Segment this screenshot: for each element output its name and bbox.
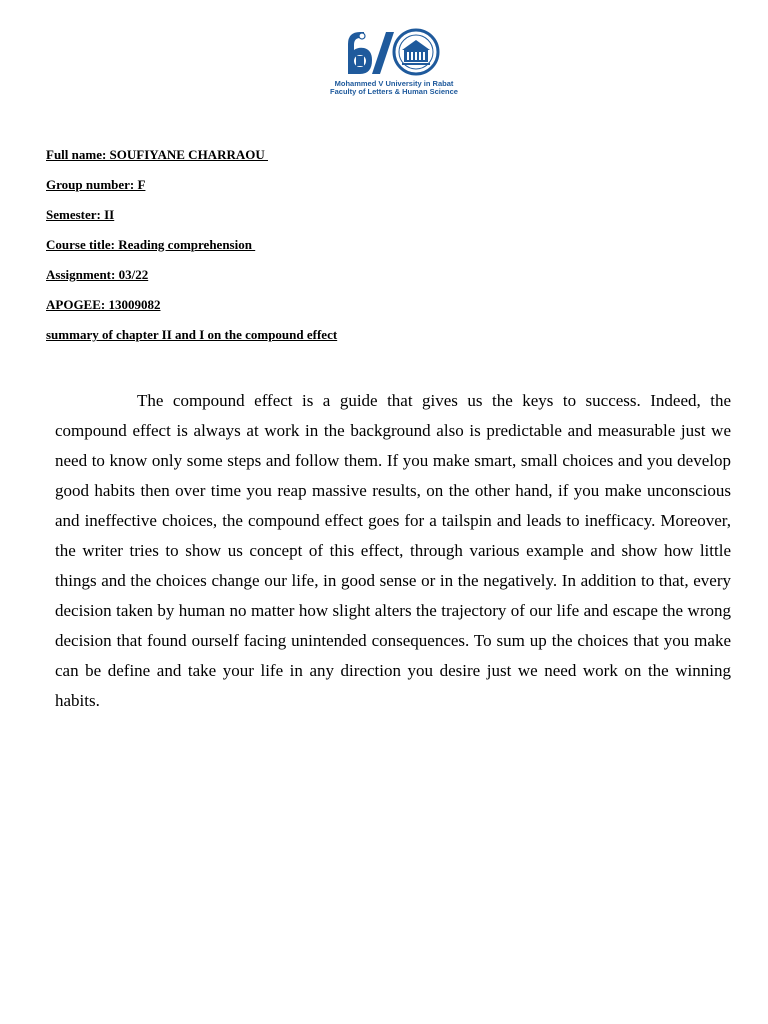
course-title: Course title: Reading comprehension — [46, 237, 256, 252]
logo-faculty-name: Faculty of Letters & Human Science — [330, 87, 458, 96]
student-info — [46, 147, 566, 357]
university-logo — [320, 28, 468, 98]
logo-university-name: Mohammed V University in Rabat — [334, 79, 454, 88]
full-name: Full name: SOUFIYANE CHARRAOU — [46, 147, 268, 162]
group-number: Group number: F — [46, 177, 146, 192]
summary-paragraph: The compound effect is a guide that gives us the keys to success. Indeed, the compound effect is always at work in the background also is predictable and measurable just we need to know only some steps and follow them. If you make smart, small choices and you develop good habits then over time you reap massive results, on the other hand, if you make unconscious and ineffective choices, the compound effect goes for a tailspin and leads to inefficacy. Moreover, the writer tries to show us concept of this effect, through various example and show how little things and the choices change our life, in good sense or in the negatively. In addition to that, every decision taken by human no matter how slight alters the trajectory of our life and escape the wrong decision that found ourself facing unintended consequences. To sum up the choices that you make can be define and take your life in any direction you desire just we need work on the winning habits. — [55, 391, 731, 710]
assignment: Assignment: 03/22 — [46, 267, 149, 282]
assignment-subject: summary of chapter II and I on the compound effect — [46, 327, 338, 342]
semester: Semester: II — [46, 207, 115, 222]
university-emblem-icon — [342, 28, 446, 78]
apogee: APOGEE: 13009082 — [46, 297, 161, 312]
